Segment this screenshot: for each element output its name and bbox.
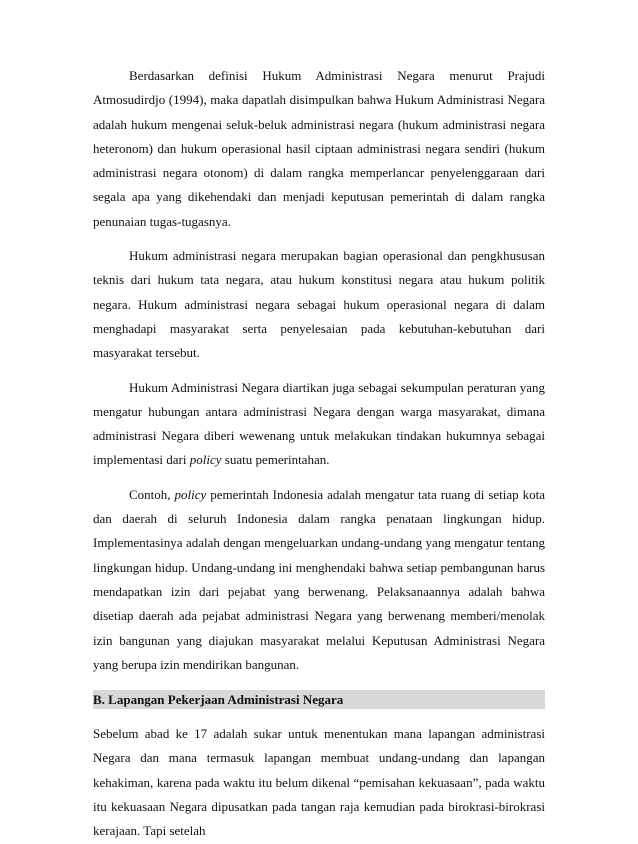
document-body (93, 64, 545, 844)
paragraph-text-before: Contoh, (129, 486, 175, 502)
paragraph-text-after: pemerintah Indonesia adalah mengatur tata ruang di setiap kota dan daerah di seluruh Indonesia dalam rangka penataan lingkungan hidup. Implementasinya adalah dengan mengeluarkan undang-undang yang mengatur tentang lingkungan hidup. Undang-undang ini menghendaki bahwa setiap pembangunan harus mendapatkan izin dari pejabat yang berwenang. Pelaksanaannya adalah bahwa disetiap daerah ada pejabat administrasi Negara yang berwenang memberi/menolak izin bangunan yang diajukan masyarakat melalui Keputusan Administrasi Negara yang berupa izin mendirikan bangunan. (93, 486, 545, 672)
paragraph-text: Hukum administrasi negara merupakan bagian operasional dan pengkhususan teknis dari hukum tata negara, atau hukum konstitusi negara atau hukum politik negara. Hukum administrasi negara sebagai hukum operasional negara di dalam menghadapi masyarakat serta penyelesaian pada kebutuhan-kebutuhan dari masyarakat tersebut. (93, 248, 545, 361)
paragraph-history (93, 722, 545, 843)
paragraph-text-after: suatu pemerintahan. (221, 452, 330, 468)
paragraph-operational (93, 244, 545, 365)
paragraph-definition (93, 64, 545, 234)
emphasis-policy: policy (189, 452, 222, 468)
paragraph-text-before: Hukum Administrasi Negara diartikan juga sebagai sekumpulan peraturan yang mengatur hubungan antara administrasi Negara dengan warga masyarakat, dimana administrasi Negara diberi wewenang untuk melakukan tindakan hukumnya sebagai implementasi dari (93, 379, 545, 468)
section-heading: B. Lapangan Pekerjaan Administrasi Negara (93, 690, 545, 709)
paragraph-text: Berdasarkan definisi Hukum Administrasi Negara menurut Prajudi Atmosudirdjo (1994), maka dapatlah disimpulkan bahwa Hukum Administrasi Negara adalah hukum mengenai seluk-beluk administrasi negara (hukum administrasi negara heteronom) dan hukum operasional hasil ciptaan administrasi negara sendiri (hukum administrasi negara otonom) di dalam rangka memperlancar penyelenggaraan dari segala apa yang dikehendaki dan menjadi keputusan pemerintah di dalam rangka penunaian tugas-tugasnya. (93, 68, 545, 229)
paragraph-text: Sebelum abad ke 17 adalah sukar untuk menentukan mana lapangan administrasi Negara dan mana termasuk lapangan membuat undang-undang dan lapangan kehakiman, karena pada waktu itu belum dikenal “pemisahan kekuasaan”, pada waktu itu kekuasaan Negara dipusatkan pada tangan raja kemudian pada birokrasi-birokrasi kerajaan. Tapi setelah (93, 726, 545, 839)
paragraph-regulation (93, 376, 545, 473)
emphasis-policy: policy (174, 486, 207, 502)
paragraph-example (93, 483, 545, 677)
